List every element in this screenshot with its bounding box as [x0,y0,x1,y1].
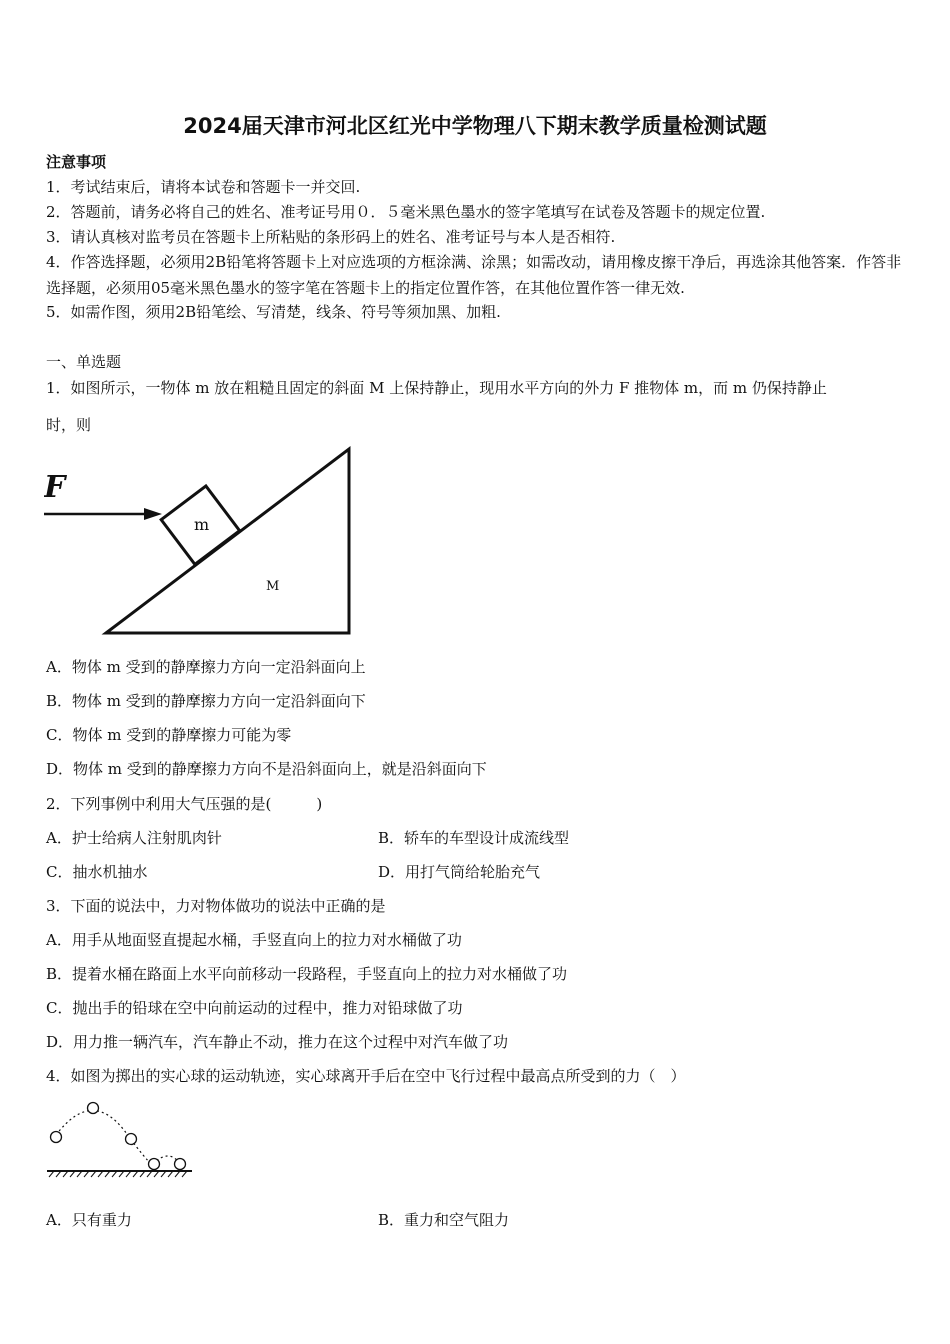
notice-item: 2．答题前，请务必将自己的姓名、准考证号用０．５毫米黑色墨水的签字笔填写在试卷及答题卡的规定位置. [46,203,766,221]
notice-item: 4．作答选择题，必须用2B铅笔将答题卡上对应选项的方框涂满、涂黑；如需改动，请用橡皮擦干净后，再选涂其他答案．作答非选择题，必须用05毫米黑色墨水的签字笔在答题卡上的指定位置作答，在其他位置作答一律无效. [46,253,902,297]
q3-option-d[interactable]: D．用力推一辆汽车，汽车静止不动，推力在这个过程中对汽车做了功 [46,1033,509,1051]
ball-icon [149,1159,160,1170]
q2-stem: 2．下列事例中利用大气压强的是( ) [46,795,323,813]
incline-figure [44,445,364,645]
q3-option-c[interactable]: C．抛出手的铅球在空中向前运动的过程中，推力对铅球做了功 [46,999,463,1017]
incline-label: M [266,579,280,594]
notice-heading: 注意事项 [46,153,107,171]
q3-stem: 3．下面的说法中，力对物体做功的说法中正确的是 [46,897,386,915]
ball-icon [126,1134,137,1145]
q1-stem-cont: 时，则 [46,416,92,434]
section-heading: 一、单选题 [46,353,122,371]
q4-stem: 4．如图为掷出的实心球的运动轨迹，实心球离开手后在空中飞行过程中最高点所受到的力（ ） [46,1067,686,1085]
q1-option-d[interactable]: D．物体 m 受到的静摩擦力方向不是沿斜面向上，就是沿斜面向下 [46,760,487,778]
ball-icon [175,1159,186,1170]
notice-item: 3．请认真核对监考员在答题卡上所粘贴的条形码上的姓名、准考证号与本人是否相符. [46,228,616,246]
ball-icon [51,1132,62,1143]
trajectory-figure [44,1095,199,1180]
q1-option-a[interactable]: A．物体 m 受到的静摩擦力方向一定沿斜面向上 [46,658,366,676]
q2-option-a[interactable]: A．护士给病人注射肌肉针 [46,829,222,847]
force-arrowhead [144,508,162,520]
q3-option-a[interactable]: A．用手从地面竖直提起水桶，手竖直向上的拉力对水桶做了功 [46,931,462,949]
notice-item: 1．考试结束后，请将本试卷和答题卡一并交回. [46,178,361,196]
q1-option-b[interactable]: B．物体 m 受到的静摩擦力方向一定沿斜面向下 [46,692,366,710]
page-title: 2024届天津市河北区红光中学物理八下期末教学质量检测试题 [183,114,767,138]
q2-option-b[interactable]: B．轿车的车型设计成流线型 [378,829,570,847]
q4-option-b[interactable]: B．重力和空气阻力 [378,1211,510,1229]
q4-option-a[interactable]: A．只有重力 [46,1211,132,1229]
q3-option-b[interactable]: B．提着水桶在路面上水平向前移动一段路程，手竖直向上的拉力对水桶做了功 [46,965,568,983]
trajectory-path [56,1110,181,1165]
block-label: m [194,515,210,534]
ball-icon [88,1103,99,1114]
q1-option-c[interactable]: C．物体 m 受到的静摩擦力可能为零 [46,726,292,744]
q1-stem: 1．如图所示，一物体 m 放在粗糙且固定的斜面 M 上保持静止，现用水平方向的外力 F 推物体 m，而 m 仍保持静止 [46,379,827,397]
notice-item: 5．如需作图，须用2B铅笔绘、写清楚，线条、符号等须加黑、加粗. [46,303,501,321]
q2-option-c[interactable]: C．抽水机抽水 [46,863,148,881]
q2-option-d[interactable]: D．用打气筒给轮胎充气 [378,863,541,881]
force-label: F [44,470,66,505]
